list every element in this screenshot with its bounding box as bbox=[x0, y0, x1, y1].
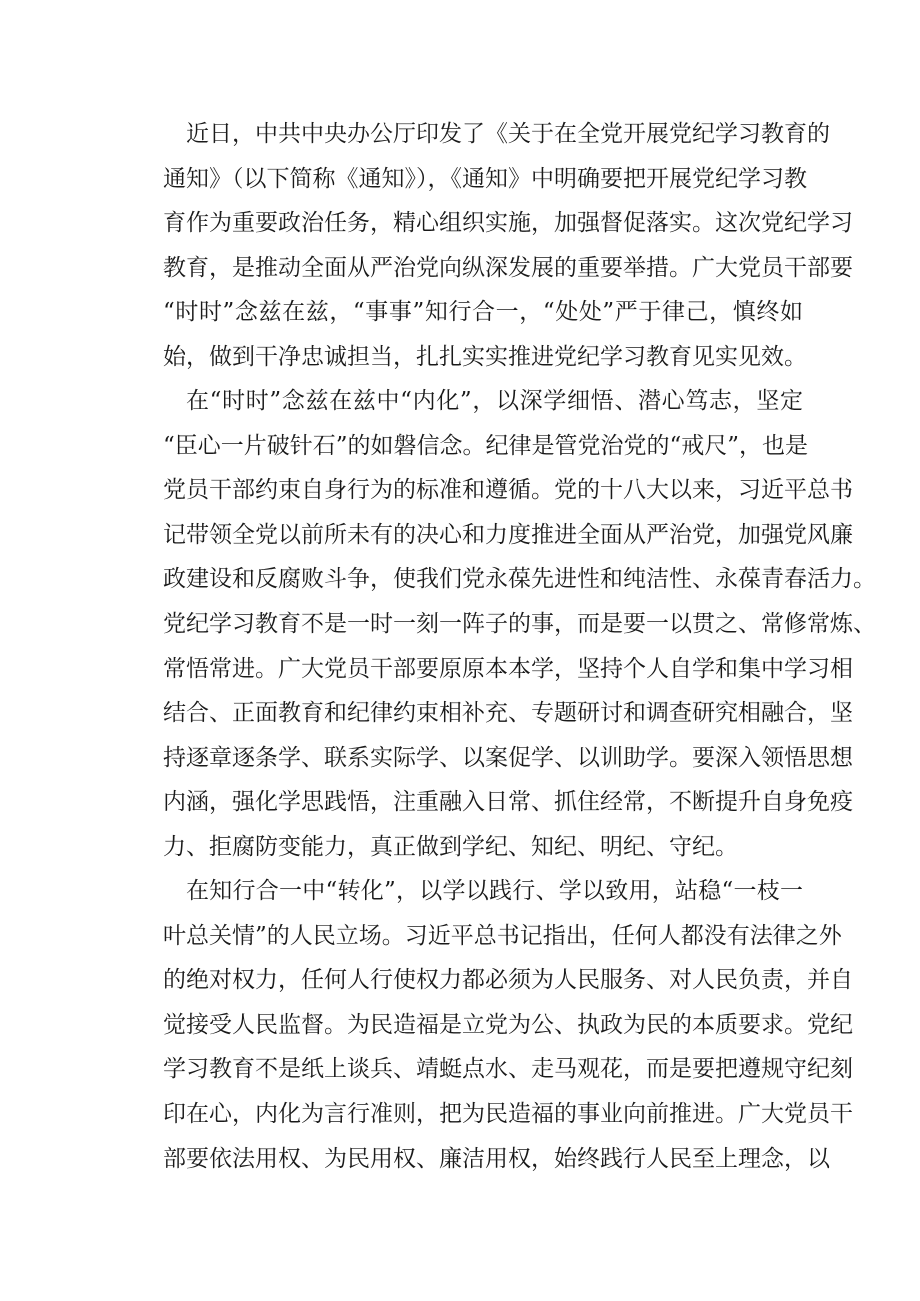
text-line: 力、拒腐防变能力，真正做到学纪、知纪、明纪、守纪。 bbox=[163, 833, 738, 860]
text-line: 印在心，内化为言行准则，把为民造福的事业向前推进。广大党员干 bbox=[163, 1101, 853, 1128]
text-line: 在知行合一中“转化”，以学以践行、学以致用，站稳“一枝一 bbox=[186, 878, 803, 905]
text-line: 内涵，强化学思践悟，注重融入日常、抓住经常，不断提升自身免疫 bbox=[163, 789, 853, 816]
text-line: 持逐章逐条学、联系实际学、以案促学、以训助学。要深入领悟思想 bbox=[163, 744, 853, 771]
text-line: 学习教育不是纸上谈兵、靖蜓点水、走马观花，而是要把遵规守纪刻 bbox=[163, 1056, 853, 1083]
text-line: 常悟常进。广大党员干部要原原本本学，坚持个人自学和集中学习相 bbox=[163, 655, 853, 682]
text-line: 的绝对权力，任何人行使权力都必须为人民服务、对人民负责，并自 bbox=[163, 967, 853, 994]
document-body bbox=[163, 112, 876, 1181]
text-line: 叶总关情”的人民立场。习近平总书记指出，任何人都没有法律之外 bbox=[163, 922, 842, 949]
text-line: 党纪学习教育不是一时一刻一阵子的事，而是要一以贯之、常修常炼、 bbox=[163, 611, 876, 638]
text-line: “时时”念兹在兹，“事事”知行合一，“处处”严于律己，慎终如 bbox=[163, 299, 803, 326]
text-line: 教育，是推动全面从严治党向纵深发展的重要举措。广大党员干部要 bbox=[163, 254, 853, 281]
text-line: 党员干部约束自身行为的标准和遵循。党的十八大以来，习近平总书 bbox=[163, 477, 853, 504]
text-line: 始，做到干净忠诚担当，扎扎实实推进党纪学习教育见实见效。 bbox=[163, 343, 807, 370]
text-line: 政建设和反腐败斗争，使我们党永葆先进性和纯洁性、永葆青春活力。 bbox=[163, 566, 876, 593]
text-line: 部要依法用权、为民用权、廉洁用权，始终践行人民至上理念，以 bbox=[163, 1145, 830, 1172]
text-line: 育作为重要政治任务，精心组织实施，加强督促落实。这次党纪学习 bbox=[163, 210, 853, 237]
text-line: 近日，中共中央办公厅印发了《关于在全党开展党纪学习教育的 bbox=[186, 121, 830, 147]
text-line: “臣心一片破针石”的如磐信念。纪律是管党治党的“戒尺”，也是 bbox=[163, 432, 809, 459]
text-line: 在“时时”念兹在兹中“内化”，以深学细悟、潜心笃志，坚定 bbox=[186, 388, 803, 415]
text-line: 觉接受人民监督。为民造福是立党为公、执政为民的本质要求。党纪 bbox=[163, 1011, 853, 1038]
text-line: 通知》（以下简称《通知》），《通知》中明确要把开展党纪学习教 bbox=[163, 165, 807, 192]
text-line: 结合、正面教育和纪律约束相补充、专题研讨和调查研究相融合，坚 bbox=[163, 700, 853, 727]
text-line: 记带领全党以前所未有的决心和力度推进全面从严治党，加强党风廉 bbox=[163, 521, 853, 548]
